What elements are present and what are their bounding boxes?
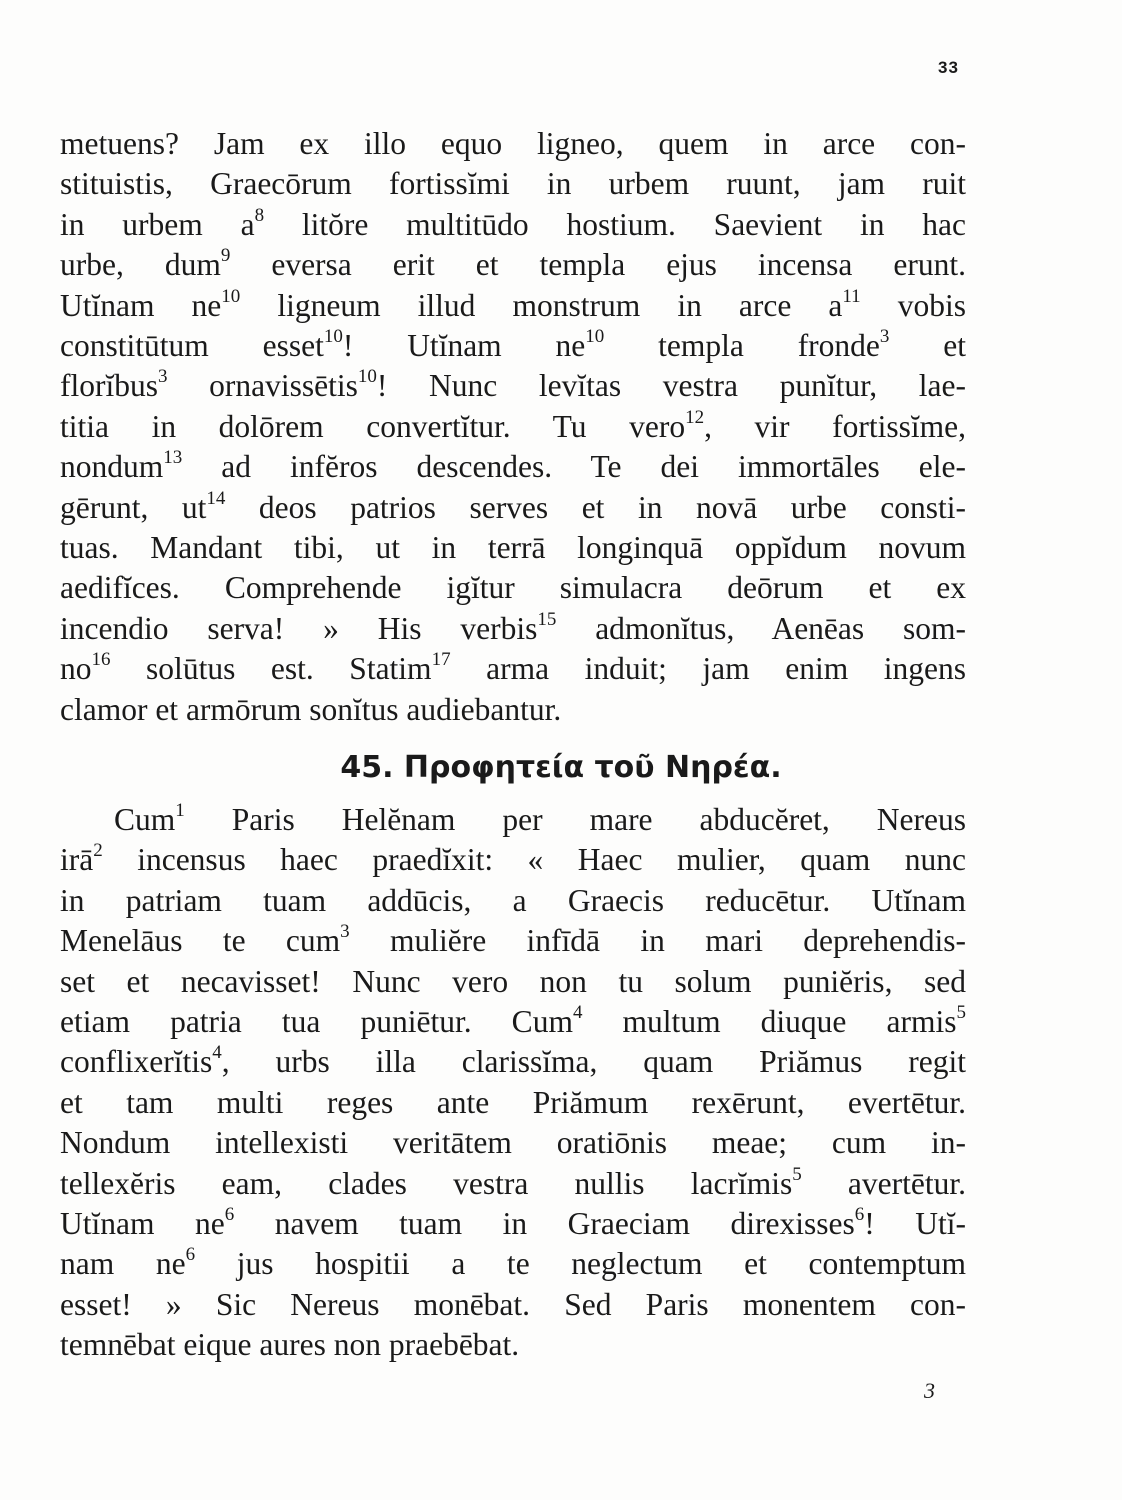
section-heading: 45. Προφητεία τοῦ Νηρέα. [340,750,782,785]
footnote-ref: 10 [221,285,241,307]
text-run: Utĭnam ne [60,287,222,323]
footnote-ref: 10 [357,366,377,388]
text-run: incendio serva! » His verbis [60,610,538,646]
text-run: et tam multi reges ante Priămum rexērunt, evertētur. [60,1084,966,1120]
footnote-ref: 6 [854,1204,865,1226]
text-line [60,407,966,447]
footnote-ref: 3 [879,326,890,348]
footnote-ref: 14 [206,487,226,509]
text-run: Paris Helĕnam per mare abducĕret, Nereus [184,802,966,837]
footnote-ref: 11 [842,285,861,307]
text-line [60,1123,966,1163]
text-line [60,164,966,204]
text-line [60,649,966,689]
text-line [60,800,966,840]
text-line [60,205,966,245]
text-run: urbe, dum [60,247,221,283]
text-run: ! Utĭnam ne [342,328,586,364]
text-run: nam ne [60,1246,186,1282]
text-line [60,286,966,326]
text-run: admonĭtus, Aenēas som- [556,610,966,646]
footnote-ref: 13 [163,447,183,469]
footnote-ref: 4 [212,1042,222,1064]
text-run: gērunt, ut [60,489,207,525]
text-line [60,609,966,649]
footnote-ref: 6 [185,1244,196,1266]
text-line [60,921,966,961]
text-line [60,366,966,406]
text-run: tellexĕris eam, clades vestra nullis lacrĭmis [60,1165,793,1201]
text-run: ! Utĭ- [864,1206,967,1242]
text-run: conflixerĭtis [60,1044,213,1080]
section-one-text [60,124,966,730]
text-run: set et necavisset! Nunc vero non tu solum puniĕris, sed [60,963,966,999]
text-run: nondum [60,449,164,485]
text-line [60,1244,966,1284]
text-run: aedifĭces. Comprehende igĭtur simulacra deōrum et ex [60,570,966,606]
text-run: Utĭnam ne [60,1206,225,1242]
footnote-ref: 4 [572,1002,583,1024]
footnote-ref: 2 [93,840,103,862]
text-run: muliĕre infīdā in mari deprehendis- [349,923,966,959]
text-run: in urbem a [60,206,255,242]
text-run: titia in dolōrem convertĭtur. Tu vero [60,408,686,444]
text-run: in patriam tuam addūcis, a Graecis reducētur. Utĭnam [60,882,966,918]
footnote-ref: 3 [158,366,168,388]
text-run: et [889,328,966,364]
text-run: ! Nunc levĭtas vestra punĭtur, lae- [376,368,967,404]
footnote-ref: 17 [431,649,451,671]
text-run: litŏre multitūdo hostium. Saevient in hac [264,206,966,242]
text-run: metuens? Jam ex illo equo ligneo, quem in arce con- [60,126,966,161]
text-line [60,840,966,880]
footnote-ref: 1 [175,800,185,821]
text-line [60,447,966,487]
text-run: ornavissētis [167,368,358,404]
text-run: Cum [114,802,176,837]
text-line [60,245,966,285]
text-line [60,488,966,528]
footnote-ref: 5 [956,1002,966,1024]
text-run: no [60,651,92,687]
text-line [60,690,966,730]
text-run: avertētur. [801,1165,966,1201]
section-two-text [60,800,966,1366]
text-run: clamor et armōrum sonĭtus audiebantur. [60,691,562,727]
text-line [60,326,966,366]
text-run: tuas. Mandant tibi, ut in terrā longinquā oppĭdum novum [60,530,966,566]
footnote-ref: 10 [323,326,343,348]
footnote-ref: 8 [254,204,265,226]
text-run: Nondum intellexisti veritātem oratiōnis meae; cum in- [60,1125,966,1161]
text-line [60,528,966,568]
text-run: arma induit; jam enim ingens [450,651,966,687]
footnote-ref: 3 [340,921,350,943]
text-run: Menelāus te cum [60,923,341,959]
footnote-ref: 12 [685,406,705,428]
footnote-ref: 10 [585,326,605,348]
page-number: 33 [938,58,959,77]
text-run: templa fronde [604,328,880,364]
text-line [60,1042,966,1082]
text-run: florĭbus [60,368,158,404]
text-line [60,881,966,921]
text-run: incensus haec praedĭxit: « Haec mulier, quam nunc [102,842,966,878]
text-line [60,1083,966,1123]
text-line [60,1204,966,1244]
text-line [60,962,966,1002]
text-run: temnēbat eique aures non praebēbat. [60,1327,520,1363]
text-run: , urbs illa clarissĭma, quam Priămus regit [221,1044,966,1080]
text-run: esset! » Sic Nereus monēbat. Sed Paris monentem con- [60,1286,966,1322]
text-run: constitūtum esset [60,328,324,364]
signature-mark: 3 [924,1378,935,1403]
text-run: irā [60,842,94,878]
text-run: stituistis, Graecōrum fortissĭmi in urbem ruunt, jam ruit [60,166,966,202]
text-run: multum diuque armis [582,1004,957,1040]
text-line [60,1285,966,1325]
text-line [60,1002,966,1042]
text-run: eversa erit et templa ejus incensa erunt. [230,247,966,283]
text-run: deos patrios serves et in novā urbe consti- [225,489,966,525]
text-run: , vir fortissĭme, [704,408,966,444]
text-run: etiam patria tua puniētur. Cum [60,1004,573,1040]
text-line [60,1164,966,1204]
text-run: navem tuam in Graeciam direxisses [234,1206,855,1242]
text-line [60,124,966,164]
footnote-ref: 5 [792,1163,802,1185]
footnote-ref: 9 [220,245,231,267]
text-run: ad infĕros descendes. Te dei immortāles ele- [182,449,966,485]
footnote-ref: 6 [224,1204,235,1226]
text-run: solūtus est. Statim [110,651,432,687]
text-line [60,1325,966,1365]
text-run: ligneum illud monstrum in arce a [240,287,843,323]
text-run: jus hospitii a te neglectum et contemptum [195,1246,966,1282]
footnote-ref: 15 [537,608,557,630]
text-run: vobis [860,287,967,323]
footnote-ref: 16 [91,649,111,671]
text-line [60,568,966,608]
